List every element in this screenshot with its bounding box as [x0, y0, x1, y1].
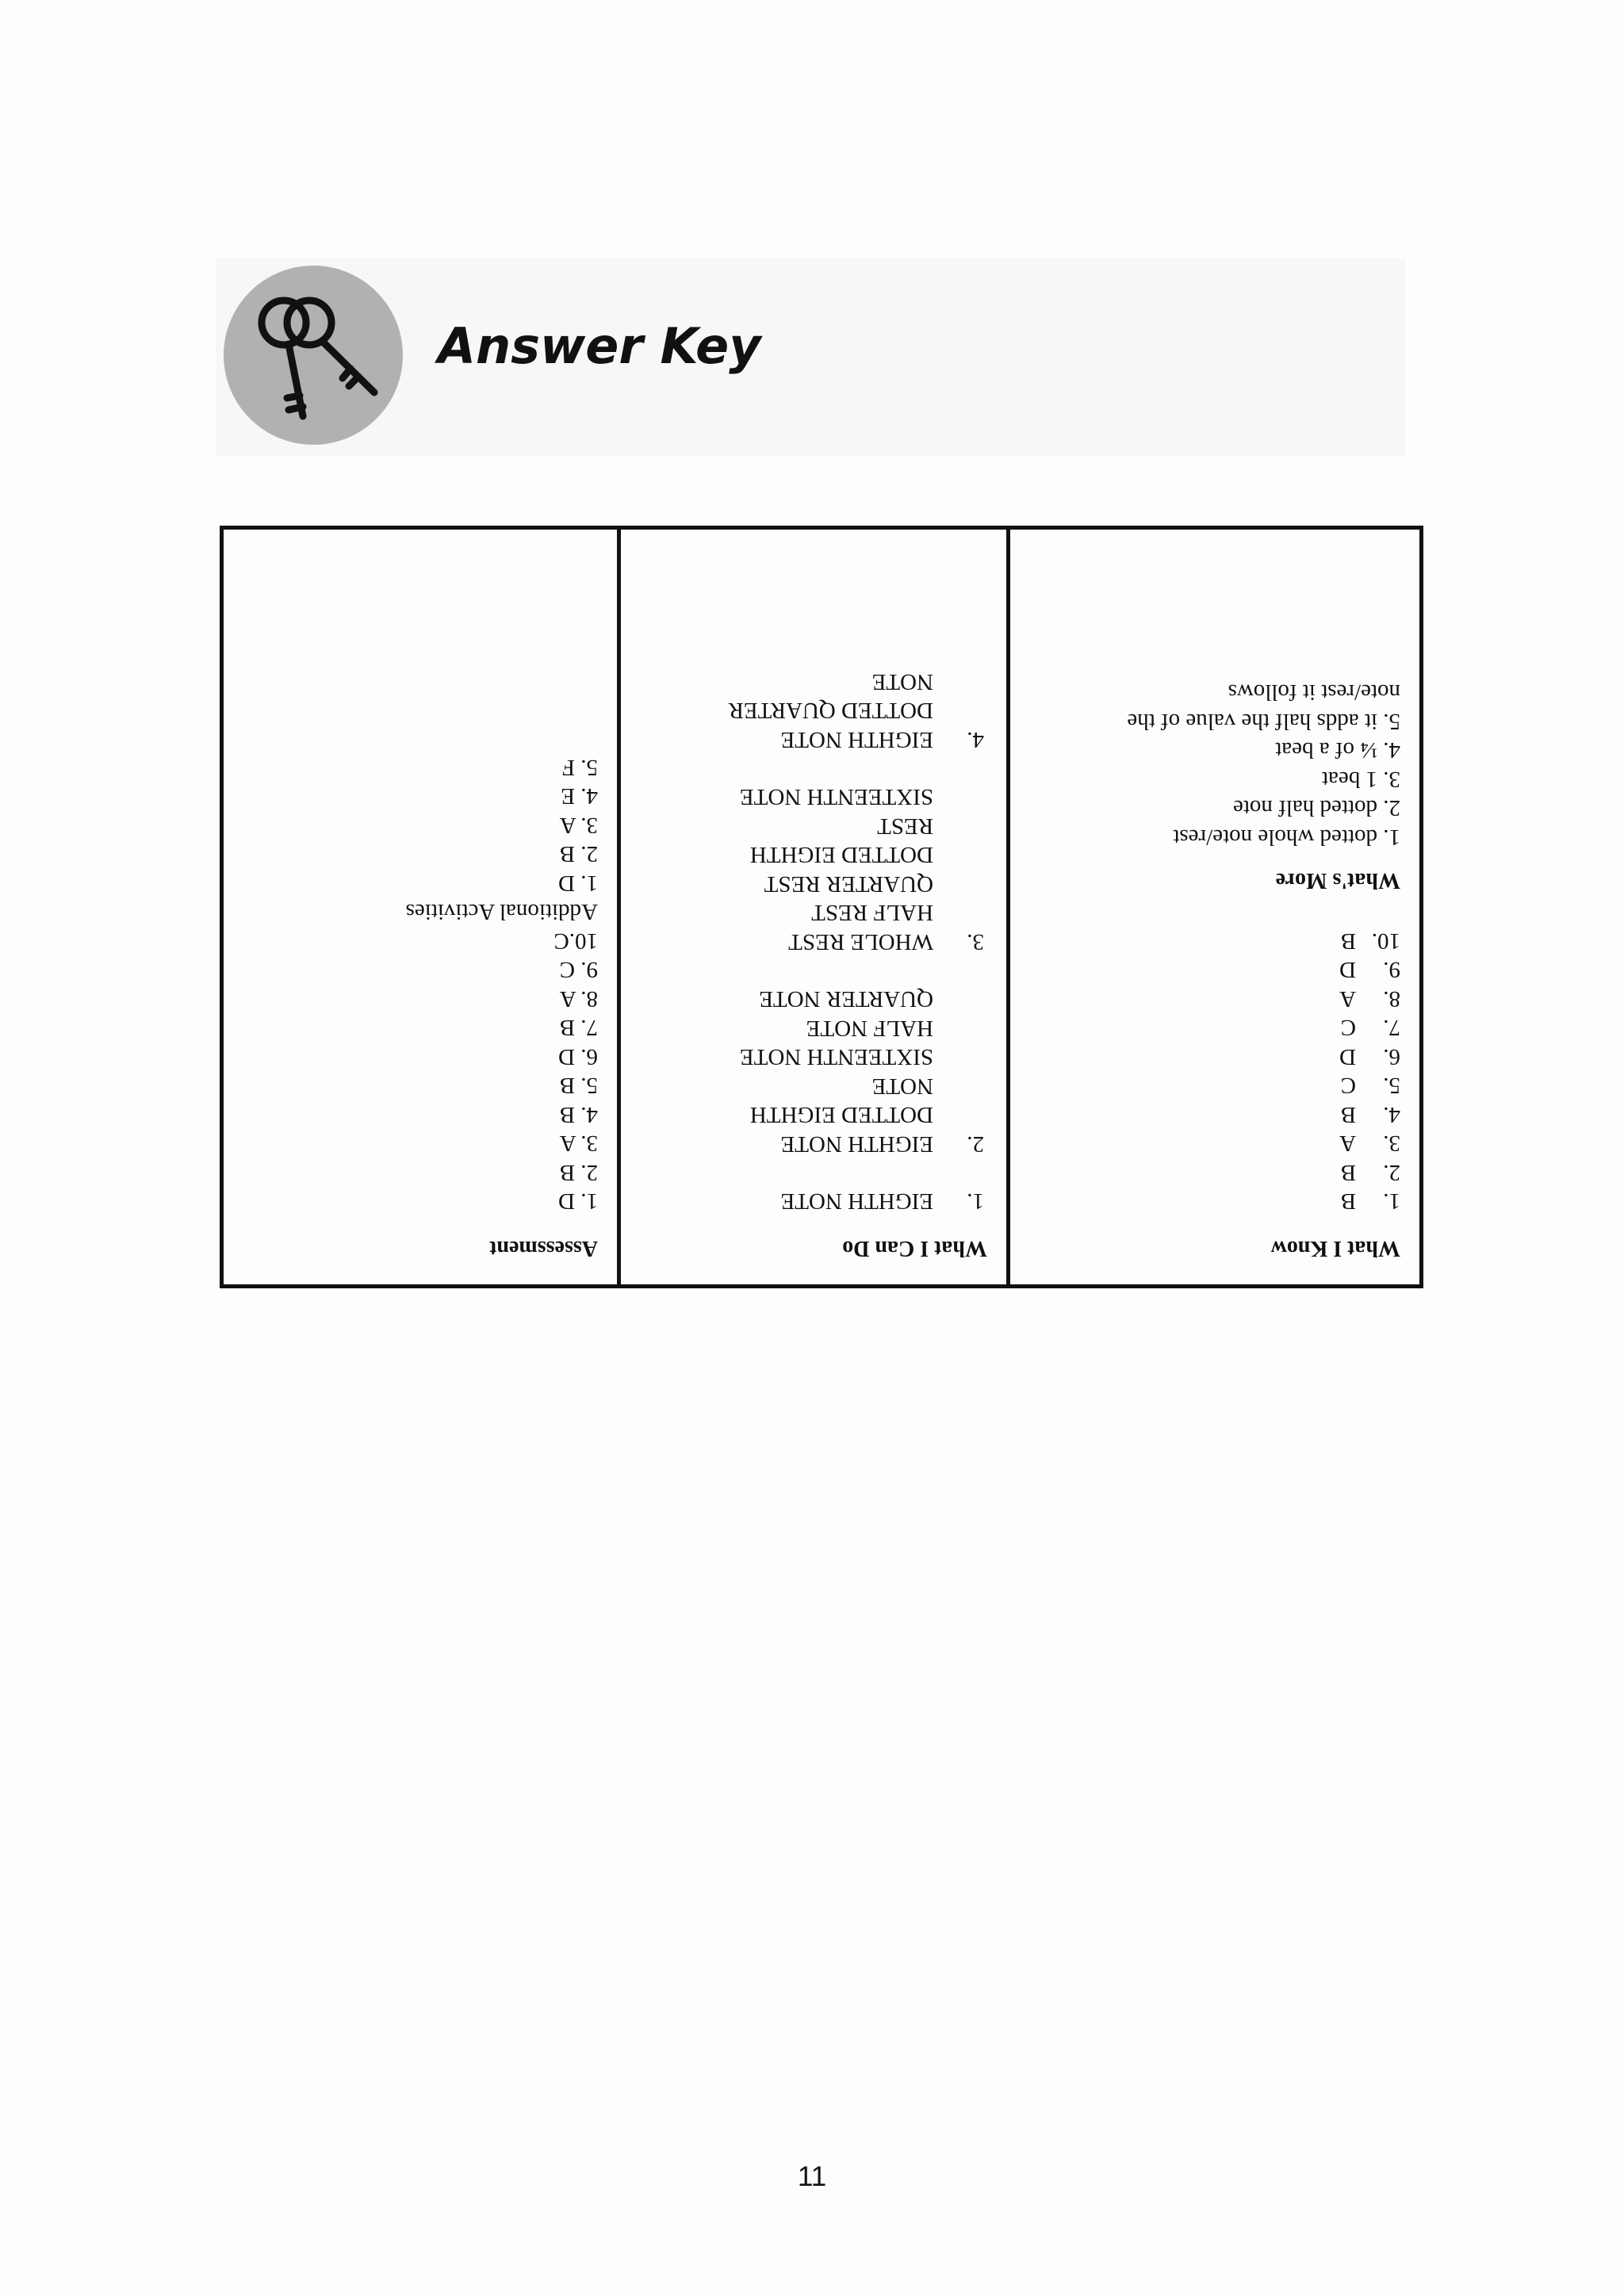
answer-line: 3. A: [559, 813, 598, 838]
answer-number: 6.: [1383, 1044, 1400, 1070]
answer-line: NOTE: [871, 1073, 933, 1099]
item-number: 2.: [967, 1131, 984, 1157]
list-item: [637, 1187, 987, 1216]
list-item: [637, 668, 987, 755]
column-what-i-know: [1006, 526, 1423, 1288]
item-number: 4.: [967, 727, 984, 752]
answer-line: QUARTER NOTE: [759, 986, 933, 1012]
column-assessment: [220, 526, 621, 1288]
what-i-know-heading: What I Know: [1270, 1236, 1400, 1261]
answer-line: DOTTED EIGHTH: [749, 842, 933, 868]
answer-number: 2.: [1383, 1160, 1400, 1185]
answer-line: 10.C: [553, 928, 598, 954]
page-title: Answer Key: [438, 317, 761, 375]
answer-line: DOTTED EIGHTH: [749, 1102, 933, 1128]
answer-line: 5. it adds half the value of the: [1127, 709, 1400, 734]
answer-letter: D: [1339, 1044, 1356, 1070]
answer-letter: A: [1339, 1131, 1356, 1157]
whats-more-heading: What's More: [1275, 868, 1400, 894]
answer-line: EIGHTH NOTE: [780, 1131, 933, 1157]
answer-letter: C: [1340, 1073, 1356, 1099]
answer-line: SIXTEENTH NOTE: [739, 784, 933, 810]
answer-letter: B: [1340, 1188, 1356, 1215]
answer-line: 9. C: [559, 957, 598, 983]
answer-letter: B: [1340, 928, 1356, 954]
answer-number: 3.: [1383, 1131, 1400, 1157]
keys-icon: [224, 266, 403, 445]
answer-number: 5.: [1383, 1073, 1400, 1099]
answer-letter: A: [1339, 986, 1356, 1012]
answer-letter: D: [1339, 957, 1356, 983]
answer-key-table: [220, 526, 1423, 1288]
additional-activities-heading: Additional Activities: [405, 899, 598, 925]
item-number: 3.: [967, 929, 984, 955]
answer-line: 1. D: [558, 871, 598, 896]
answer-line: 2. B: [559, 841, 598, 867]
answer-line: 4. E: [561, 783, 598, 809]
what-i-know-answers: [1026, 927, 1400, 1216]
answer-line: 7. B: [559, 1015, 598, 1041]
answer-letter: C: [1340, 1015, 1356, 1041]
answer-row: [1026, 1129, 1400, 1158]
what-i-can-do-heading: What I Can Do: [842, 1236, 987, 1261]
additional-activities-answers: [239, 753, 598, 898]
answer-line: EIGHTH NOTE: [780, 1188, 933, 1215]
assessment-heading: Assessment: [489, 1236, 598, 1261]
answer-line: 3. A: [559, 1131, 598, 1157]
answer-number: 8.: [1383, 986, 1400, 1012]
answer-line: 2. B: [559, 1160, 598, 1185]
answer-line: NOTE: [871, 669, 933, 695]
answer-line: note/rest it follows: [1228, 679, 1400, 706]
answer-line: 4. ¼ of a beat: [1275, 737, 1400, 763]
answer-row: [1026, 927, 1400, 956]
answer-line: QUARTER REST: [764, 871, 933, 897]
assessment-answers: [239, 927, 598, 1216]
answer-number: 1.: [1383, 1188, 1400, 1215]
answer-number: 10.: [1371, 928, 1400, 954]
list-item: [637, 985, 987, 1158]
answer-line: 1. dotted whole note/rest: [1173, 825, 1400, 850]
answer-letter: B: [1340, 1160, 1356, 1185]
answer-row: [1026, 1100, 1400, 1130]
answer-line: EIGHTH NOTE: [780, 727, 933, 752]
list-item: [637, 783, 987, 956]
answer-line: 5. B: [559, 1073, 598, 1099]
answer-line: 1. D: [558, 1188, 598, 1215]
answer-row: [1026, 1071, 1400, 1100]
answer-line: 4. B: [559, 1102, 598, 1127]
answer-line: WHOLE REST: [788, 929, 933, 955]
answer-line: 6. D: [558, 1044, 598, 1070]
answer-line: DOTTED QUARTER: [728, 698, 933, 724]
answer-line: 5. F: [561, 755, 598, 780]
answer-row: [1026, 985, 1400, 1014]
answer-row: [1026, 1158, 1400, 1188]
whats-more-answers: [1026, 678, 1400, 851]
column-what-i-can-do: [617, 526, 1010, 1288]
answer-row: [1026, 1043, 1400, 1072]
item-number: 1.: [967, 1188, 984, 1215]
answer-number: 7.: [1383, 1015, 1400, 1041]
answer-number: 4.: [1383, 1102, 1400, 1127]
answer-line: SIXTEENTH NOTE: [739, 1044, 933, 1070]
answer-row: [1026, 1187, 1400, 1216]
answer-line: 8. A: [559, 986, 598, 1012]
answer-row: [1026, 955, 1400, 985]
answer-line: HALF REST: [811, 900, 933, 926]
answer-line: REST: [877, 813, 933, 839]
answer-row: [1026, 1013, 1400, 1043]
answer-letter: B: [1340, 1102, 1356, 1127]
answer-line: 2. dotted half note: [1232, 795, 1400, 821]
answer-line: HALF NOTE: [806, 1016, 933, 1041]
page-number: 11: [797, 2161, 827, 2192]
answer-number: 9.: [1383, 957, 1400, 983]
answer-line: 3. 1 beat: [1321, 767, 1400, 792]
what-i-can-do-answers: [637, 668, 987, 1216]
answer-key-badge: [224, 266, 403, 445]
